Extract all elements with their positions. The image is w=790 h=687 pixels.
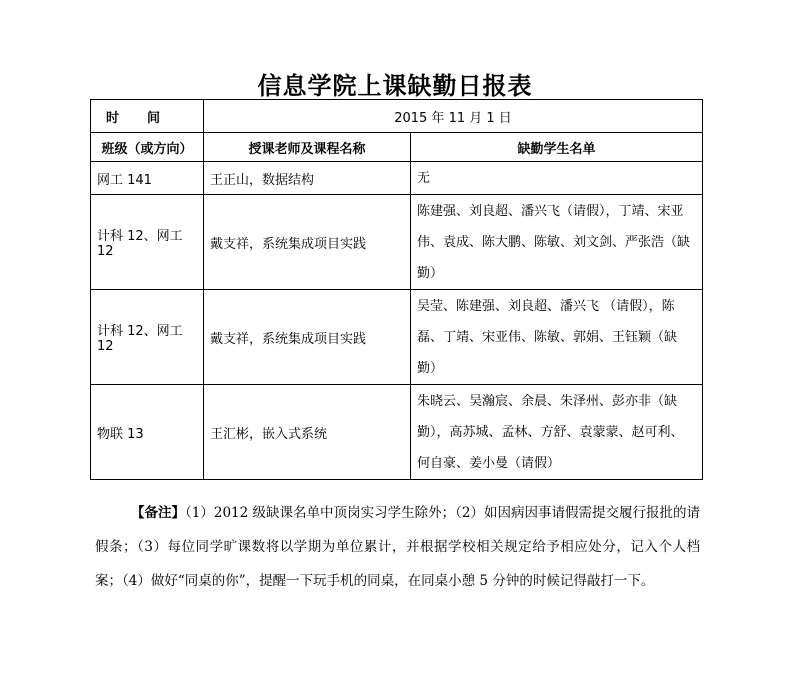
remarks-label: 【备注】 (131, 505, 186, 521)
class-cell: 物联 13 (91, 385, 204, 480)
teacher-course-cell: 王汇彬，嵌入式系统 (204, 385, 411, 480)
attendance-table (90, 99, 703, 480)
time-row (91, 100, 703, 133)
table-row (91, 195, 703, 290)
teacher-course-cell: 戴支祥，系统集成项目实践 (204, 195, 411, 290)
class-cell: 计科 12、网工 12 (91, 290, 204, 385)
date-value: 2015 年 11 月 1 日 (204, 100, 703, 133)
header-row (91, 133, 703, 162)
table-row (91, 385, 703, 480)
teacher-course-cell: 戴支祥，系统集成项目实践 (204, 290, 411, 385)
remarks-paragraph (95, 496, 700, 598)
absent-students-cell: 吴莹、陈建强、刘良超、潘兴飞 （请假），陈磊、丁靖、宋亚伟、陈敏、郭娟、王钰颖（缺勤） (411, 290, 703, 385)
table-row (91, 290, 703, 385)
table-row (91, 162, 703, 195)
teacher-course-cell: 王正山，数据结构 (204, 162, 411, 195)
absent-students-cell: 朱晓云、吴瀚宸、余晨、朱泽州、彭亦非（缺勤），高苏城、孟林、方舒、袁蒙蒙、赵可利、何自豪、姜小曼（请假） (411, 385, 703, 480)
header-teacher-course: 授课老师及课程名称 (204, 133, 411, 162)
absent-students-cell: 无 (411, 162, 703, 195)
page-title: 信息学院上课缺勤日报表 (257, 72, 533, 100)
absent-students-cell: 陈建强、刘良超、潘兴飞（请假），丁靖、宋亚伟、袁成、陈大鹏、陈敏、刘文剑、严张浩（缺勤） (411, 195, 703, 290)
class-cell: 计科 12、网工 12 (91, 195, 204, 290)
header-absent-list: 缺勤学生名单 (411, 133, 703, 162)
remarks-text: （1）2012 级缺课名单中顶岗实习学生除外；（2）如因病因事请假需提交履行报批的请假条；（3）每位同学旷课数将以学期为单位累计，并根据学校相关规定给予相应处分，记入个人档案；（4）做好“同桌的你”，提醒一下玩手机的同桌，在同桌小憩 5 分钟的时候记得敲打一下。 (95, 505, 701, 589)
header-class: 班级（或方向） (91, 133, 204, 162)
class-cell: 网工 141 (91, 162, 204, 195)
time-label: 时间 (91, 100, 204, 133)
